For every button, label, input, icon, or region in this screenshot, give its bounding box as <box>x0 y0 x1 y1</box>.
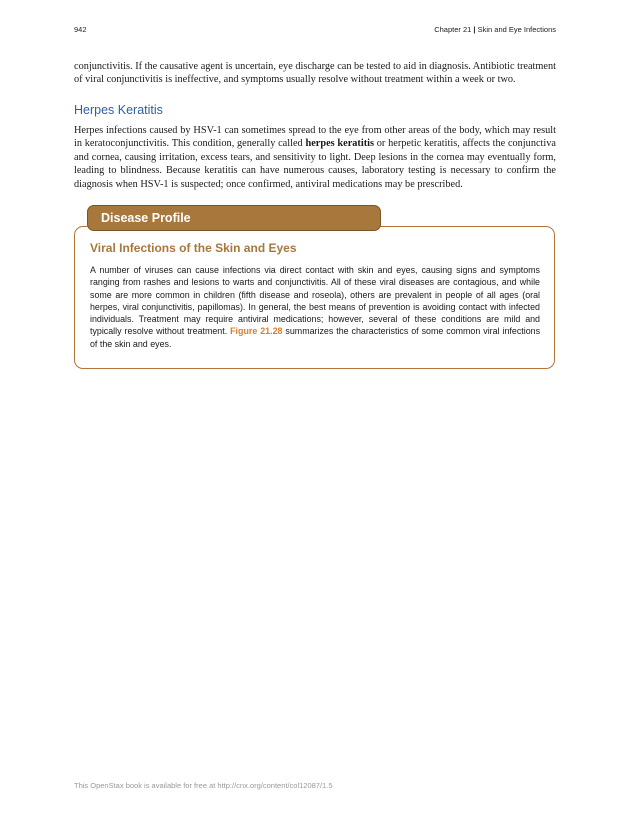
profile-text-start: A number of viruses can cause infections via direct contact with skin and eyes, causing signs and symptoms ranging from rashes and lesions to warts and conjunctivitis. All of these viral diseases are contagious, and while some are more common in children (fifth disease and roseola), others are prevalent in people of all ages (oral herpes, viral conjunctivitis, papillomas). In general, the best means of prevention is avoiding contact with infected individuals. Treatment may require antiviral medications; however, several of these conditions are mild and typically resolve without treatment. <box>90 265 540 337</box>
section-heading: Herpes Keratitis <box>74 103 163 117</box>
page-footer: This OpenStax book is available for free at http://cnx.org/content/col12087/1.5 <box>74 781 333 790</box>
disease-profile-title: Viral Infections of the Skin and Eyes <box>90 241 297 255</box>
key-term: herpes keratitis <box>305 138 375 150</box>
header-separator: | <box>473 25 476 34</box>
running-head <box>434 25 556 34</box>
profile-text-end: summarizes the characteristics of some common viral infections of the skin and eyes. <box>90 326 541 349</box>
figure-reference-link[interactable]: Figure 21.28 <box>230 326 283 337</box>
chapter-title: Skin and Eye Infections <box>477 25 556 34</box>
page-number: 942 <box>74 25 87 34</box>
disease-profile-text <box>90 264 540 350</box>
paragraph-text-end: or herpetic keratitis, affects the conjunctiva and cornea, causing irritation, excess tears, and sensitivity to light. Deep lesions in the cornea may eventually form, leading to blindness. Because keratitis can have numerous causes, laboratory testing is necessary to confirm the diagnosis when HSV-1 is suspected; once confirmed, antiviral medications may be prescribed. <box>74 138 556 190</box>
chapter-label: Chapter 21 <box>434 25 472 34</box>
body-paragraph-herpes-keratitis <box>74 124 556 191</box>
paragraph-text-start: Herpes infections caused by HSV-1 can sometimes spread to the eye from other areas of the body, which may result in keratoconjunctivitis. This condition, generally called <box>74 125 556 150</box>
disease-profile-label: Disease Profile <box>101 211 191 225</box>
body-paragraph-conjunctivitis: conjunctivitis. If the causative agent is uncertain, eye discharge can be tested to aid in diagnosis. Antibiotic treatment of viral conjunctivitis is ineffective, and symptoms usually resolve without treatment within a week or two. <box>74 61 556 86</box>
disease-profile-tab <box>87 205 381 231</box>
